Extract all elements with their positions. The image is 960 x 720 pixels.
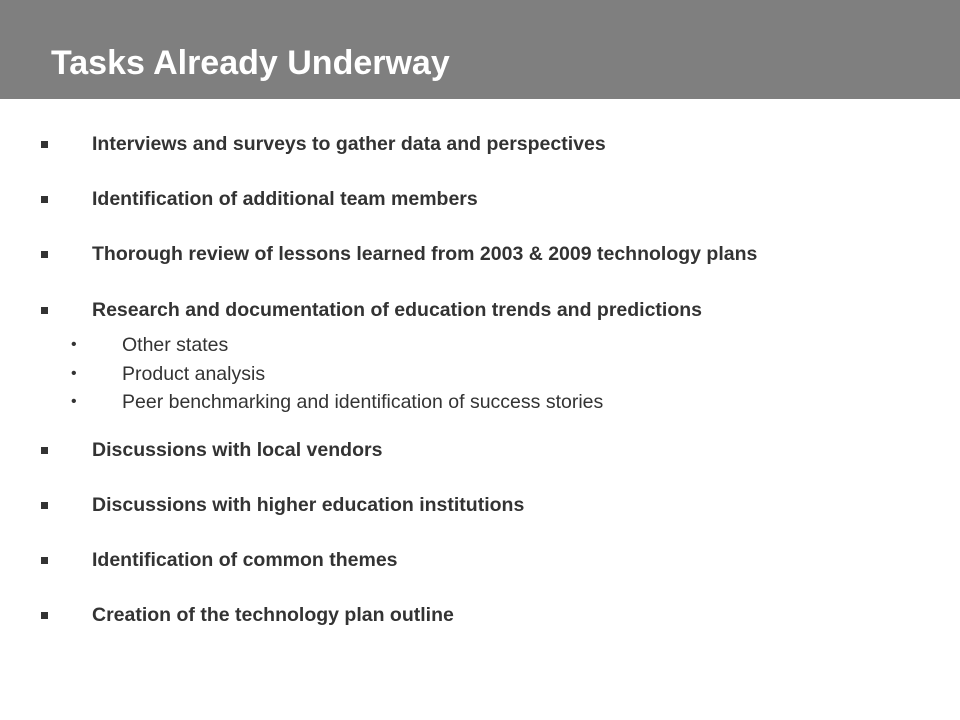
- bullet-item: [0, 129, 960, 159]
- bullet-text: Creation of the technology plan outline: [92, 604, 454, 626]
- bullet-item: [0, 545, 960, 575]
- sub-bullet-text: Other states: [122, 334, 229, 356]
- sub-bullet-item: [0, 388, 960, 416]
- square-bullet-icon: [41, 612, 48, 619]
- bullet-item: [0, 435, 960, 465]
- bullet-text: Thorough review of lessons learned from 2003 & 2009 technology plans: [92, 243, 758, 265]
- square-bullet-icon: [41, 447, 48, 454]
- slide-title: Tasks Already Underway: [51, 44, 450, 82]
- square-bullet-icon: [41, 502, 48, 509]
- bullet-item: [0, 295, 960, 325]
- sub-bullet-item: [0, 331, 960, 359]
- round-bullet-icon: •: [71, 393, 77, 410]
- bullet-item: [0, 600, 960, 630]
- bullet-item: [0, 184, 960, 214]
- square-bullet-icon: [41, 557, 48, 564]
- round-bullet-icon: •: [71, 365, 77, 382]
- bullet-text: Discussions with higher education institutions: [92, 494, 525, 516]
- sub-bullet-text: Product analysis: [122, 363, 266, 385]
- bullet-text: Interviews and surveys to gather data and perspectives: [92, 133, 606, 155]
- bullet-text: Discussions with local vendors: [92, 439, 383, 461]
- sub-bullet-item: [0, 360, 960, 388]
- bullet-item: [0, 239, 960, 269]
- square-bullet-icon: [41, 141, 48, 148]
- bullet-text: Research and documentation of education trends and predictions: [92, 299, 703, 321]
- sub-bullet-text: Peer benchmarking and identification of success stories: [122, 391, 604, 413]
- square-bullet-icon: [41, 307, 48, 314]
- square-bullet-icon: [41, 251, 48, 258]
- square-bullet-icon: [41, 196, 48, 203]
- bullet-item: [0, 490, 960, 520]
- round-bullet-icon: •: [71, 336, 77, 353]
- bullet-text: Identification of additional team members: [92, 188, 478, 210]
- bullet-text: Identification of common themes: [92, 549, 398, 571]
